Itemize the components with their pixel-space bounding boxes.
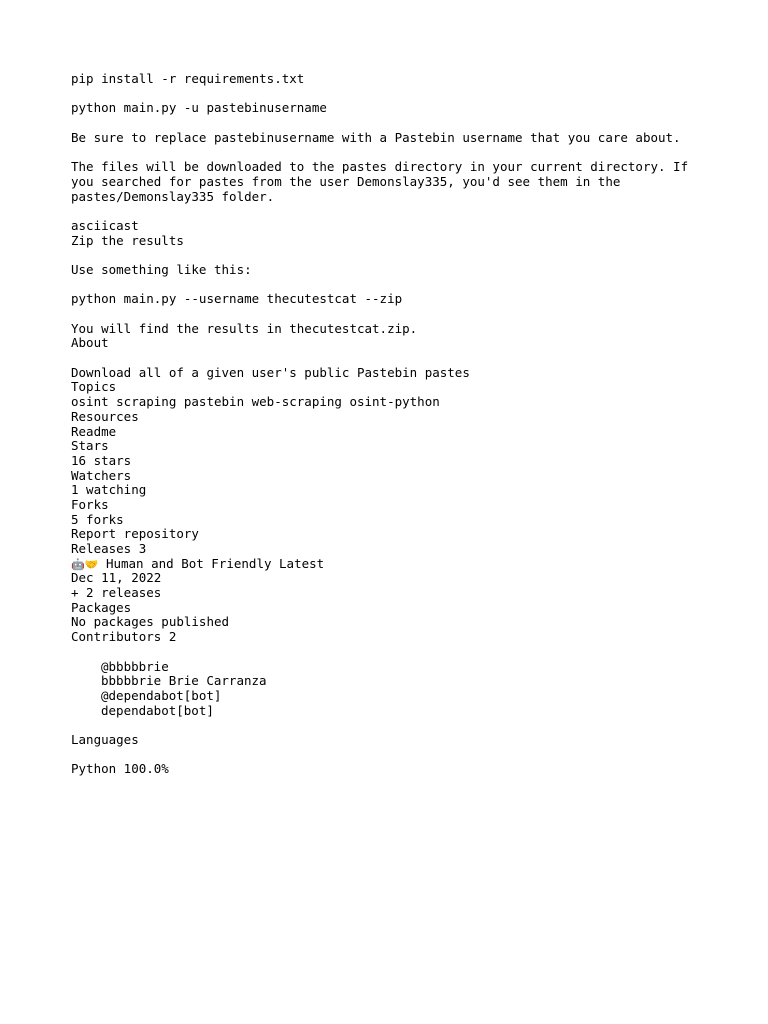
contributor-name[interactable]: bbbbbrie Brie Carranza: [101, 673, 267, 689]
watchers-count[interactable]: 1 watching: [71, 482, 147, 498]
spacer: [71, 748, 711, 763]
contributor-handle[interactable]: @dependabot[bot]: [101, 687, 222, 703]
languages-heading: Languages: [71, 731, 139, 747]
resources-heading: Resources: [71, 408, 139, 424]
topics-heading: Topics: [71, 379, 117, 395]
robot-handshake-icon: 🤖🤝: [71, 557, 99, 571]
zip-heading: Zip the results: [71, 232, 184, 248]
run-command: python main.py -u pastebinusername: [71, 100, 327, 116]
packages-status: No packages published: [71, 614, 230, 630]
spacer: [71, 307, 711, 322]
readme-link[interactable]: Readme: [71, 423, 117, 439]
forks-heading: Forks: [71, 496, 109, 512]
forks-count[interactable]: 5 forks: [71, 511, 124, 527]
stars-heading: Stars: [71, 438, 109, 454]
latest-release[interactable]: [71, 557, 711, 572]
contributor-name[interactable]: dependabot[bot]: [101, 702, 214, 718]
spacer: [71, 278, 711, 293]
zip-command: python main.py --username thecutestcat --zip: [71, 291, 403, 307]
contributors-heading[interactable]: Contributors 2: [71, 629, 177, 645]
watchers-heading: Watchers: [71, 467, 132, 483]
results-note: You will find the results in thecutestcat.zip.: [71, 320, 418, 336]
spacer: [71, 351, 711, 366]
release-date: Dec 11, 2022: [71, 570, 162, 586]
releases-heading[interactable]: Releases 3: [71, 541, 147, 557]
packages-heading: Packages: [71, 599, 132, 615]
spacer: [71, 116, 711, 131]
files-note: The files will be downloaded to the pastes directory in your current directory. If you searched for pastes from the user Demonslay335, you'd see them in the pastes/Demonslay335 folder.: [71, 159, 689, 204]
spacer: [71, 204, 711, 219]
spacer: [71, 145, 711, 160]
spacer: [71, 718, 711, 733]
install-command: pip install -r requirements.txt: [71, 71, 305, 86]
spacer: [71, 248, 711, 263]
repo-description: Download all of a given user's public Pastebin pastes: [71, 364, 470, 380]
more-releases-link[interactable]: + 2 releases: [71, 585, 162, 601]
usage-intro: Use something like this:: [71, 261, 252, 277]
language-python: Python 100.0%: [71, 761, 169, 777]
replace-note: Be sure to replace pastebinusername with a Pastebin username that you care about.: [71, 129, 681, 145]
stars-count[interactable]: 16 stars: [71, 452, 132, 468]
readme-document: [71, 72, 711, 777]
report-repository-link[interactable]: Report repository: [71, 526, 199, 542]
asciicast-link[interactable]: asciicast: [71, 217, 139, 233]
about-heading: About: [71, 335, 109, 351]
spacer: [71, 645, 711, 660]
contributor-handle[interactable]: @bbbbbrie: [101, 658, 169, 674]
topics-list[interactable]: osint scraping pastebin web-scraping osint-python: [71, 394, 440, 410]
release-name: Human and Bot Friendly Latest: [105, 555, 325, 571]
spacer: [71, 87, 711, 102]
